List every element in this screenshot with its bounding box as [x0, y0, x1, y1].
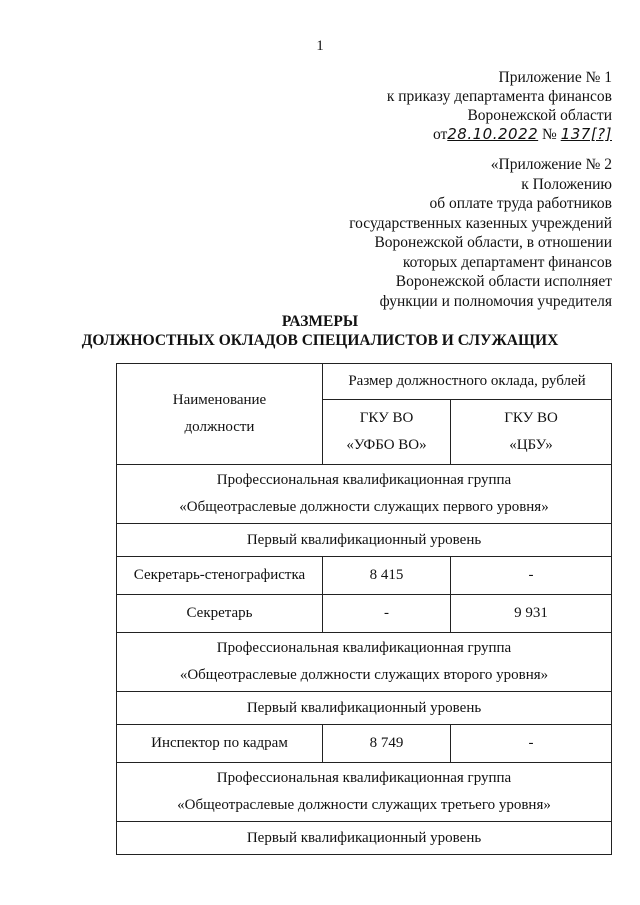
appendix-2-line: которых департамент финансов — [402, 253, 612, 271]
appendix-2-line: Воронежской области, в отношении — [374, 234, 612, 251]
table-row — [117, 633, 612, 692]
number-prefix: № — [542, 126, 557, 143]
appendix-1-region: Воронежской области — [467, 107, 612, 124]
appendix-1-title: Приложение № 1 — [498, 69, 612, 86]
header-salary: Размер должностного оклада, рублей — [323, 364, 612, 400]
level-cell: Первый квалификационный уровень — [117, 822, 612, 855]
appendix-2-line: функции и полномочия учредителя — [379, 292, 612, 310]
table-row — [117, 763, 612, 822]
level-cell: Первый квалификационный уровень — [117, 692, 612, 725]
appendix-2-line: к Положению — [521, 175, 612, 193]
position-name-cell: Секретарь-стенографистка — [117, 557, 323, 595]
appendix-2-block — [349, 155, 612, 311]
header-position: Наименование должности — [117, 364, 323, 465]
table-row — [117, 595, 612, 633]
title-line-2: ДОЛЖНОСТНЫХ ОКЛАДОВ СПЕЦИАЛИСТОВ И СЛУЖАЩИХ — [81, 332, 559, 349]
table-row — [117, 524, 612, 557]
order-date: 28.10.2022 — [447, 125, 539, 143]
appendix-1-block — [387, 68, 612, 144]
appendix-2-line: Воронежской области исполняет — [395, 273, 612, 290]
table-row — [117, 725, 612, 763]
salary-table — [116, 363, 612, 855]
date-prefix: от — [432, 126, 448, 143]
header-col-a: ГКУ ВО «УФБО ВО» — [323, 400, 451, 465]
appendix-1-order: к приказу департамента финансов — [386, 88, 612, 105]
table-row — [117, 822, 612, 855]
table-row — [117, 692, 612, 725]
salary-a-cell: 8 415 — [323, 557, 451, 595]
level-cell: Первый квалификационный уровень — [117, 524, 612, 557]
group-cell: Профессиональная квалификационная группа «Общеотраслевые должности служащих третьего уровня» — [117, 763, 612, 822]
table-row — [117, 557, 612, 595]
appendix-2-line: об оплате труда работников — [429, 195, 612, 212]
header-col-b: ГКУ ВО «ЦБУ» — [451, 400, 612, 465]
table-header-row — [117, 364, 612, 400]
title-line-1: РАЗМЕРЫ — [281, 313, 359, 330]
group-cell: Профессиональная квалификационная группа «Общеотраслевые должности служащих второго уровня» — [117, 633, 612, 692]
salary-a-cell: 8 749 — [323, 725, 451, 763]
appendix-2-line: «Приложение № 2 — [490, 156, 612, 173]
position-name-cell: Инспектор по кадрам — [117, 725, 323, 763]
salary-b-cell: - — [451, 557, 612, 595]
document-title — [0, 312, 640, 350]
salary-b-cell: - — [451, 725, 612, 763]
salary-b-cell: 9 931 — [451, 595, 612, 633]
appendix-2-line: государственных казенных учреждений — [349, 214, 612, 232]
group-cell: Профессиональная квалификационная группа «Общеотраслевые должности служащих первого уровня» — [117, 465, 612, 524]
order-number: 137[?] — [560, 125, 612, 143]
position-name-cell: Секретарь — [117, 595, 323, 633]
appendix-1-date-line — [387, 125, 612, 144]
table-row — [117, 465, 612, 524]
salary-a-cell: - — [323, 595, 451, 633]
page-number: 1 — [316, 38, 324, 54]
